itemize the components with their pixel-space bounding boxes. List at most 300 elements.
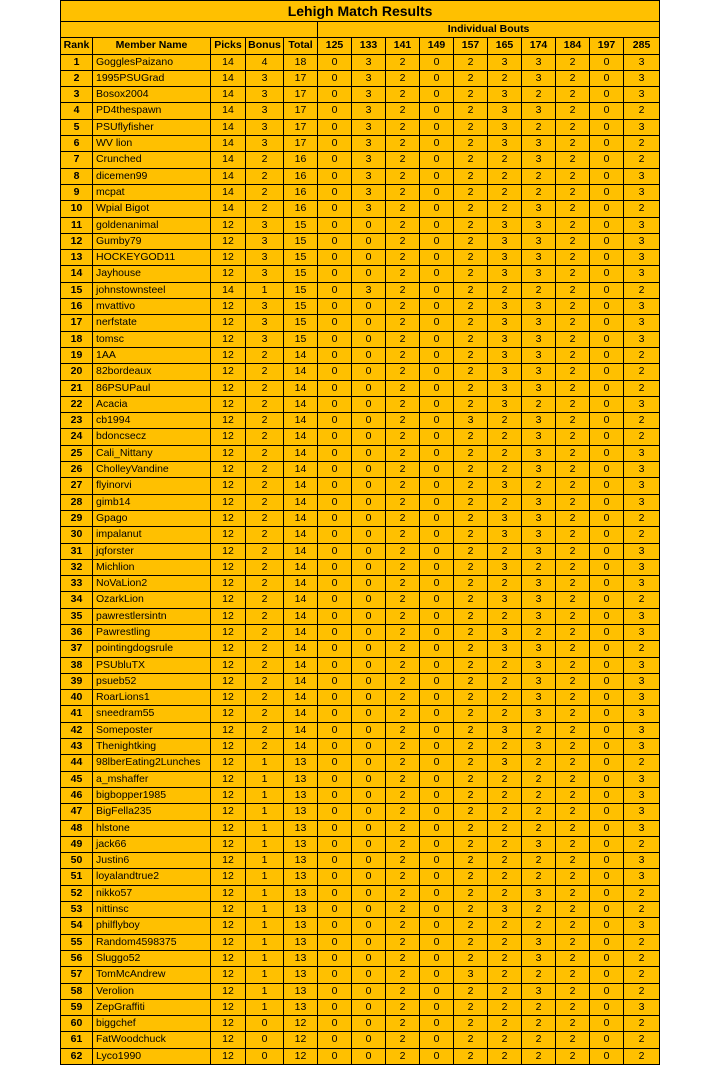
- bout-score-cell: 2: [624, 983, 660, 999]
- bout-score-cell: 3: [352, 201, 386, 217]
- bout-score-cell: 2: [624, 201, 660, 217]
- table-row: [61, 624, 660, 640]
- bout-score-cell: 2: [556, 103, 590, 119]
- bout-score-cell: 0: [318, 103, 352, 119]
- bonus-cell: 2: [246, 413, 284, 429]
- bout-score-cell: 2: [556, 706, 590, 722]
- table-row: [61, 413, 660, 429]
- bout-score-cell: 2: [386, 592, 420, 608]
- table-row: [61, 869, 660, 885]
- bout-score-cell: 0: [590, 250, 624, 266]
- bout-score-cell: 0: [590, 706, 624, 722]
- bout-score-cell: 0: [590, 168, 624, 184]
- bout-score-cell: 0: [590, 934, 624, 950]
- rank-cell: 19: [61, 347, 93, 363]
- bout-score-cell: 2: [624, 836, 660, 852]
- bout-score-cell: 2: [454, 885, 488, 901]
- rank-cell: 39: [61, 673, 93, 689]
- bonus-cell: 3: [246, 119, 284, 135]
- picks-cell: 12: [211, 576, 246, 592]
- member-name-cell: 1995PSUGrad: [93, 70, 211, 86]
- bout-score-cell: 0: [318, 902, 352, 918]
- rank-cell: 15: [61, 282, 93, 298]
- total-cell: 14: [284, 429, 318, 445]
- picks-cell: 12: [211, 559, 246, 575]
- bonus-cell: 2: [246, 592, 284, 608]
- bout-score-cell: 0: [352, 836, 386, 852]
- picks-cell: 12: [211, 478, 246, 494]
- bout-score-cell: 3: [522, 950, 556, 966]
- picks-cell: 12: [211, 347, 246, 363]
- rank-cell: 46: [61, 787, 93, 803]
- member-name-cell: Sluggo52: [93, 950, 211, 966]
- member-name-cell: ZepGraffiti: [93, 999, 211, 1015]
- bout-score-cell: 0: [318, 70, 352, 86]
- bout-score-cell: 0: [590, 445, 624, 461]
- bout-score-cell: 0: [420, 87, 454, 103]
- bonus-cell: 2: [246, 510, 284, 526]
- bout-score-cell: 2: [488, 869, 522, 885]
- bout-score-cell: 0: [420, 299, 454, 315]
- bout-score-cell: 2: [488, 690, 522, 706]
- bout-score-cell: 3: [352, 70, 386, 86]
- bout-score-cell: 0: [590, 429, 624, 445]
- total-cell: 14: [284, 347, 318, 363]
- bout-score-cell: 3: [522, 543, 556, 559]
- table-row: [61, 902, 660, 918]
- bout-score-cell: 0: [352, 983, 386, 999]
- table-row: [61, 559, 660, 575]
- table-row: [61, 103, 660, 119]
- column-header: Member Name: [93, 38, 211, 54]
- rank-cell: 20: [61, 364, 93, 380]
- bout-score-cell: 0: [590, 282, 624, 298]
- bout-score-cell: 2: [454, 999, 488, 1015]
- bout-score-cell: 2: [556, 869, 590, 885]
- bout-score-cell: 2: [386, 608, 420, 624]
- rank-cell: 16: [61, 299, 93, 315]
- table-row: [61, 918, 660, 934]
- bout-score-cell: 0: [590, 233, 624, 249]
- bout-score-cell: 0: [318, 853, 352, 869]
- bonus-cell: 2: [246, 559, 284, 575]
- total-cell: 14: [284, 673, 318, 689]
- column-header: 133: [352, 38, 386, 54]
- picks-cell: 12: [211, 250, 246, 266]
- member-name-cell: psueb52: [93, 673, 211, 689]
- bout-score-cell: 2: [386, 233, 420, 249]
- column-header: 141: [386, 38, 420, 54]
- total-cell: 16: [284, 168, 318, 184]
- table-row: [61, 299, 660, 315]
- bout-score-cell: 2: [454, 820, 488, 836]
- bout-score-cell: 2: [624, 527, 660, 543]
- rank-cell: 58: [61, 983, 93, 999]
- total-cell: 14: [284, 592, 318, 608]
- bout-score-cell: 0: [420, 967, 454, 983]
- bout-score-cell: 0: [352, 787, 386, 803]
- bout-score-cell: 3: [352, 119, 386, 135]
- picks-cell: 12: [211, 380, 246, 396]
- bout-score-cell: 0: [352, 902, 386, 918]
- picks-cell: 12: [211, 706, 246, 722]
- bout-score-cell: 3: [488, 266, 522, 282]
- picks-cell: 12: [211, 853, 246, 869]
- bonus-cell: 2: [246, 706, 284, 722]
- bout-score-cell: 3: [522, 445, 556, 461]
- bout-score-cell: 0: [318, 380, 352, 396]
- bout-score-cell: 0: [590, 902, 624, 918]
- bout-score-cell: 0: [352, 755, 386, 771]
- table-row: [61, 233, 660, 249]
- bout-score-cell: 2: [522, 168, 556, 184]
- bonus-cell: 3: [246, 315, 284, 331]
- bout-score-cell: 0: [420, 217, 454, 233]
- bonus-cell: 2: [246, 152, 284, 168]
- bout-score-cell: 3: [624, 315, 660, 331]
- bonus-cell: 1: [246, 918, 284, 934]
- total-cell: 14: [284, 657, 318, 673]
- member-name-cell: flyinorvi: [93, 478, 211, 494]
- bout-score-cell: 0: [352, 820, 386, 836]
- bout-score-cell: 0: [590, 396, 624, 412]
- table-row: [61, 673, 660, 689]
- bout-score-cell: 2: [556, 787, 590, 803]
- bout-score-cell: 0: [590, 999, 624, 1015]
- bout-score-cell: 0: [318, 1032, 352, 1048]
- column-header: Picks: [211, 38, 246, 54]
- bout-score-cell: 3: [522, 233, 556, 249]
- picks-cell: 12: [211, 739, 246, 755]
- bout-score-cell: 2: [624, 510, 660, 526]
- bonus-cell: 1: [246, 836, 284, 852]
- total-cell: 17: [284, 70, 318, 86]
- picks-cell: 12: [211, 429, 246, 445]
- bout-score-cell: 3: [522, 462, 556, 478]
- bout-score-cell: 3: [522, 413, 556, 429]
- bout-score-cell: 2: [454, 657, 488, 673]
- bout-score-cell: 3: [352, 136, 386, 152]
- bonus-cell: 2: [246, 673, 284, 689]
- table-row: [61, 706, 660, 722]
- bout-score-cell: 2: [454, 429, 488, 445]
- bout-score-cell: 2: [386, 1032, 420, 1048]
- total-cell: 13: [284, 836, 318, 852]
- bout-score-cell: 2: [386, 282, 420, 298]
- bout-score-cell: 0: [318, 641, 352, 657]
- bout-score-cell: 2: [454, 331, 488, 347]
- bout-score-cell: 2: [556, 576, 590, 592]
- rank-cell: 13: [61, 250, 93, 266]
- member-name-cell: Acacia: [93, 396, 211, 412]
- bout-score-cell: 0: [590, 494, 624, 510]
- picks-cell: 12: [211, 918, 246, 934]
- total-cell: 16: [284, 152, 318, 168]
- total-cell: 14: [284, 445, 318, 461]
- bout-score-cell: 3: [624, 820, 660, 836]
- rank-cell: 8: [61, 168, 93, 184]
- bout-score-cell: 2: [488, 820, 522, 836]
- member-name-cell: Crunched: [93, 152, 211, 168]
- bout-score-cell: 0: [318, 364, 352, 380]
- bout-score-cell: 3: [488, 250, 522, 266]
- bout-score-cell: 0: [590, 624, 624, 640]
- bout-score-cell: 0: [420, 608, 454, 624]
- table-row: [61, 1048, 660, 1064]
- bout-score-cell: 0: [590, 836, 624, 852]
- total-cell: 12: [284, 1016, 318, 1032]
- bout-score-cell: 2: [522, 853, 556, 869]
- bout-score-cell: 0: [318, 576, 352, 592]
- bout-score-cell: 0: [352, 641, 386, 657]
- bout-score-cell: 2: [522, 804, 556, 820]
- bout-score-cell: 2: [556, 771, 590, 787]
- member-name-cell: jqforster: [93, 543, 211, 559]
- rank-cell: 61: [61, 1032, 93, 1048]
- bout-score-cell: 2: [556, 657, 590, 673]
- total-cell: 14: [284, 706, 318, 722]
- bout-score-cell: 2: [386, 967, 420, 983]
- bout-score-cell: 3: [488, 331, 522, 347]
- bout-score-cell: 0: [420, 722, 454, 738]
- bout-score-cell: 0: [352, 527, 386, 543]
- bout-score-cell: 0: [352, 934, 386, 950]
- member-name-cell: 86PSUPaul: [93, 380, 211, 396]
- bout-score-cell: 2: [386, 380, 420, 396]
- bout-score-cell: 0: [590, 217, 624, 233]
- total-cell: 14: [284, 494, 318, 510]
- total-cell: 14: [284, 396, 318, 412]
- bout-score-cell: 2: [488, 1032, 522, 1048]
- rank-cell: 18: [61, 331, 93, 347]
- bout-score-cell: 0: [318, 217, 352, 233]
- bout-score-cell: 0: [420, 54, 454, 70]
- total-cell: 15: [284, 217, 318, 233]
- bonus-cell: 3: [246, 87, 284, 103]
- results-sheet: [60, 0, 659, 1065]
- bout-score-cell: 0: [590, 559, 624, 575]
- bout-score-cell: 0: [318, 771, 352, 787]
- bout-score-cell: 2: [386, 787, 420, 803]
- bout-score-cell: 0: [420, 836, 454, 852]
- bout-score-cell: 3: [522, 494, 556, 510]
- bonus-cell: 1: [246, 787, 284, 803]
- picks-cell: 12: [211, 331, 246, 347]
- bout-score-cell: 0: [318, 299, 352, 315]
- bout-score-cell: 0: [352, 967, 386, 983]
- bout-score-cell: 0: [590, 771, 624, 787]
- total-cell: 14: [284, 543, 318, 559]
- member-name-cell: BigFella235: [93, 804, 211, 820]
- bout-score-cell: 0: [420, 70, 454, 86]
- bout-score-cell: 0: [420, 152, 454, 168]
- bout-score-cell: 2: [386, 413, 420, 429]
- bout-score-cell: 2: [386, 1016, 420, 1032]
- bonus-cell: 1: [246, 950, 284, 966]
- bout-score-cell: 0: [318, 787, 352, 803]
- bout-score-cell: 2: [556, 918, 590, 934]
- bout-score-cell: 2: [386, 576, 420, 592]
- bout-score-cell: 2: [454, 380, 488, 396]
- bout-score-cell: 0: [318, 706, 352, 722]
- bout-score-cell: 2: [488, 282, 522, 298]
- bout-score-cell: 2: [386, 217, 420, 233]
- bout-score-cell: 2: [386, 54, 420, 70]
- bout-score-cell: 2: [556, 429, 590, 445]
- bout-score-cell: 3: [624, 787, 660, 803]
- bout-score-cell: 2: [386, 510, 420, 526]
- bout-score-cell: 3: [522, 429, 556, 445]
- column-header: 125: [318, 38, 352, 54]
- member-name-cell: Michlion: [93, 559, 211, 575]
- member-name-cell: 82bordeaux: [93, 364, 211, 380]
- bout-score-cell: 2: [386, 1048, 420, 1064]
- column-header: 285: [624, 38, 660, 54]
- bout-score-cell: 2: [454, 266, 488, 282]
- bout-score-cell: 2: [454, 70, 488, 86]
- total-cell: 13: [284, 755, 318, 771]
- bout-score-cell: 2: [556, 87, 590, 103]
- bout-score-cell: 0: [352, 1048, 386, 1064]
- bout-score-cell: 2: [454, 364, 488, 380]
- bout-score-cell: 3: [624, 999, 660, 1015]
- bout-score-cell: 2: [386, 478, 420, 494]
- total-cell: 14: [284, 641, 318, 657]
- table-row: [61, 364, 660, 380]
- bout-score-cell: 0: [590, 347, 624, 363]
- bout-score-cell: 3: [624, 559, 660, 575]
- bout-score-cell: 2: [454, 527, 488, 543]
- member-name-cell: PSUflyfisher: [93, 119, 211, 135]
- bout-score-cell: 2: [488, 836, 522, 852]
- bout-score-cell: 3: [522, 152, 556, 168]
- bout-score-cell: 3: [488, 559, 522, 575]
- table-body: [61, 54, 660, 1064]
- rank-cell: 57: [61, 967, 93, 983]
- bout-score-cell: 2: [454, 804, 488, 820]
- bout-score-cell: 2: [556, 250, 590, 266]
- rank-cell: 25: [61, 445, 93, 461]
- bonus-cell: 3: [246, 331, 284, 347]
- bout-score-cell: 2: [624, 152, 660, 168]
- total-cell: 14: [284, 527, 318, 543]
- bout-score-cell: 2: [488, 1016, 522, 1032]
- bout-score-cell: 2: [386, 739, 420, 755]
- bout-score-cell: 2: [454, 869, 488, 885]
- bonus-cell: 1: [246, 902, 284, 918]
- bout-score-cell: 0: [420, 706, 454, 722]
- bout-score-cell: 3: [522, 576, 556, 592]
- bout-score-cell: 2: [488, 885, 522, 901]
- total-cell: 15: [284, 266, 318, 282]
- bout-score-cell: 0: [352, 869, 386, 885]
- bout-score-cell: 3: [522, 331, 556, 347]
- bout-score-cell: 3: [624, 918, 660, 934]
- rank-cell: 28: [61, 494, 93, 510]
- bout-score-cell: 3: [624, 494, 660, 510]
- bout-score-cell: 2: [386, 950, 420, 966]
- bout-score-cell: 2: [454, 641, 488, 657]
- bout-score-cell: 0: [352, 706, 386, 722]
- bonus-cell: 1: [246, 967, 284, 983]
- bout-score-cell: 2: [556, 282, 590, 298]
- bout-score-cell: 0: [420, 136, 454, 152]
- picks-cell: 12: [211, 494, 246, 510]
- bout-score-cell: 3: [488, 722, 522, 738]
- table-row: [61, 999, 660, 1015]
- bout-score-cell: 3: [624, 233, 660, 249]
- bout-score-cell: 0: [420, 184, 454, 200]
- bout-score-cell: 2: [454, 706, 488, 722]
- bout-score-cell: 2: [556, 608, 590, 624]
- bout-score-cell: 2: [386, 755, 420, 771]
- total-cell: 14: [284, 364, 318, 380]
- bout-score-cell: 0: [420, 266, 454, 282]
- picks-cell: 12: [211, 233, 246, 249]
- bonus-cell: 1: [246, 820, 284, 836]
- bout-score-cell: 0: [318, 869, 352, 885]
- bout-score-cell: 3: [624, 706, 660, 722]
- member-name-cell: bdoncsecz: [93, 429, 211, 445]
- member-name-cell: mcpat: [93, 184, 211, 200]
- bout-score-cell: 2: [454, 87, 488, 103]
- bout-score-cell: 2: [454, 168, 488, 184]
- bout-score-cell: 2: [624, 885, 660, 901]
- total-cell: 17: [284, 136, 318, 152]
- bonus-cell: 2: [246, 657, 284, 673]
- rank-cell: 49: [61, 836, 93, 852]
- bout-score-cell: 2: [556, 934, 590, 950]
- table-row: [61, 690, 660, 706]
- bout-score-cell: 2: [488, 934, 522, 950]
- bonus-cell: 1: [246, 771, 284, 787]
- bout-score-cell: 2: [624, 1048, 660, 1064]
- bout-score-cell: 0: [318, 804, 352, 820]
- bout-score-cell: 2: [522, 787, 556, 803]
- bout-score-cell: 2: [386, 804, 420, 820]
- rank-cell: 62: [61, 1048, 93, 1064]
- bout-score-cell: 0: [318, 413, 352, 429]
- rank-cell: 38: [61, 657, 93, 673]
- picks-cell: 12: [211, 885, 246, 901]
- rank-cell: 7: [61, 152, 93, 168]
- picks-cell: 12: [211, 217, 246, 233]
- bout-score-cell: 0: [318, 657, 352, 673]
- bout-score-cell: 0: [420, 983, 454, 999]
- bout-score-cell: 0: [318, 510, 352, 526]
- bout-score-cell: 2: [454, 673, 488, 689]
- bout-score-cell: 2: [454, 217, 488, 233]
- picks-cell: 14: [211, 70, 246, 86]
- bout-score-cell: 2: [556, 641, 590, 657]
- bout-score-cell: 0: [318, 836, 352, 852]
- bout-score-cell: 3: [624, 608, 660, 624]
- rank-cell: 42: [61, 722, 93, 738]
- picks-cell: 12: [211, 804, 246, 820]
- rank-cell: 41: [61, 706, 93, 722]
- table-row: [61, 429, 660, 445]
- bout-score-cell: 3: [522, 299, 556, 315]
- bonus-cell: 1: [246, 282, 284, 298]
- member-name-cell: pointingdogsrule: [93, 641, 211, 657]
- member-name-cell: PSUbluTX: [93, 657, 211, 673]
- rank-cell: 31: [61, 543, 93, 559]
- bout-score-cell: 2: [556, 999, 590, 1015]
- bonus-cell: 2: [246, 722, 284, 738]
- bout-score-cell: 2: [386, 902, 420, 918]
- bonus-cell: 0: [246, 1048, 284, 1064]
- bout-score-cell: 3: [624, 462, 660, 478]
